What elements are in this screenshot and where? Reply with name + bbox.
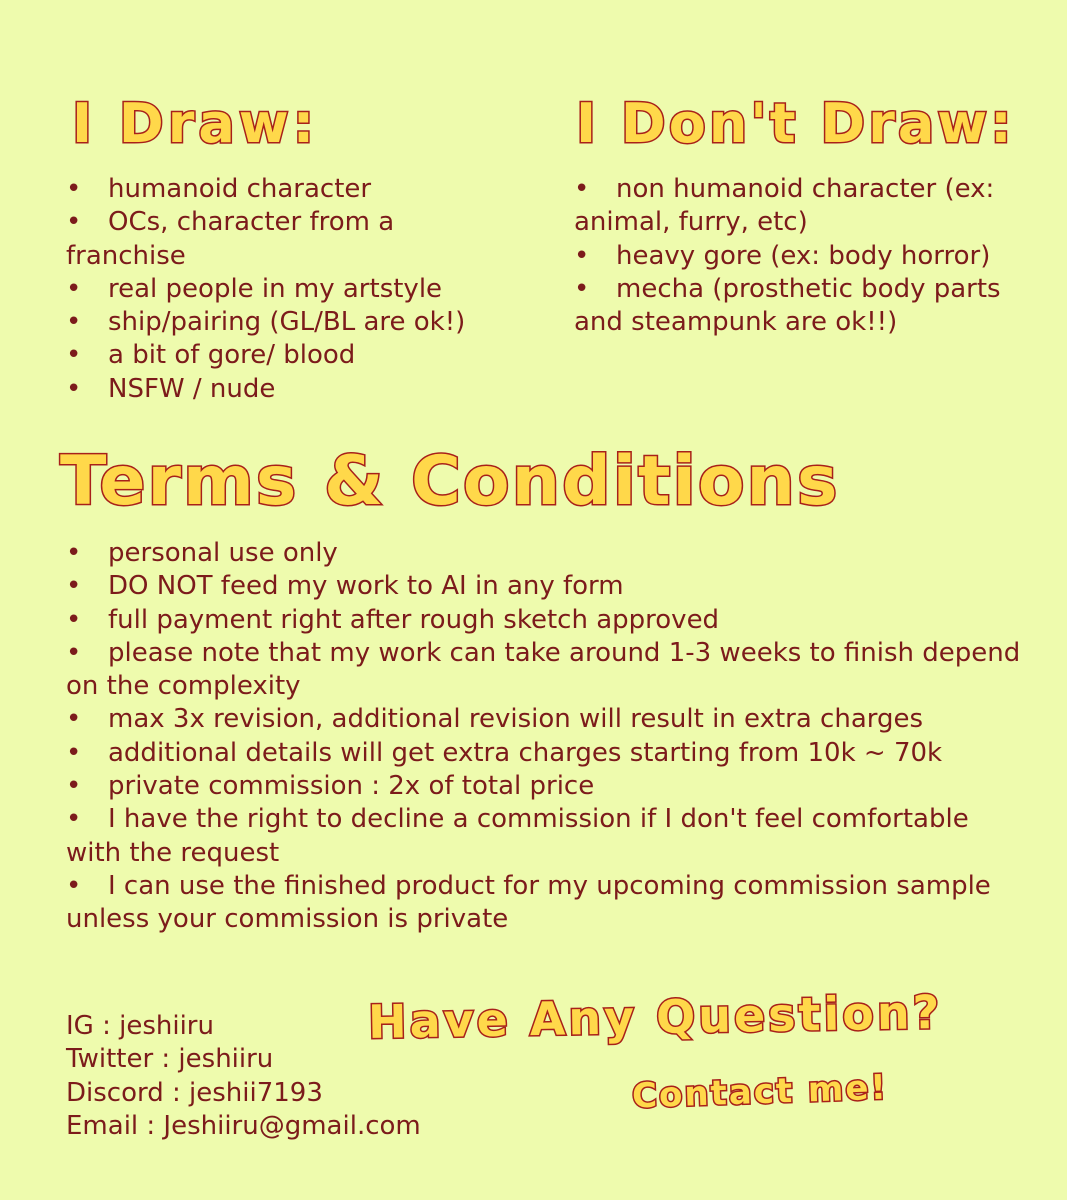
list-item-text: personal use only — [108, 538, 338, 568]
list-item-text: max 3x revision, additional revision will result in extra charges — [108, 704, 924, 735]
list-item — [574, 240, 1024, 273]
bullet: • — [66, 273, 82, 304]
list-item-text: heavy gore (ex: body horror) — [616, 240, 991, 271]
list-item-text: additional details will get extra charges starting from 10k ~ 70k — [108, 737, 943, 768]
list-item-text: real people in my artstyle — [108, 273, 443, 304]
question-heading: Have Any Question? — [367, 984, 943, 1050]
bullet: • — [66, 174, 82, 204]
list-item-text: a bit of gore/ blood — [108, 340, 356, 371]
bullet: • — [66, 737, 82, 768]
terms-heading: Terms & Conditions — [60, 442, 840, 521]
list-item — [66, 339, 506, 372]
list-item — [66, 273, 506, 306]
list-item — [66, 870, 1026, 937]
bullet: • — [66, 637, 82, 668]
list-item-text: I can use the finished product for my upcoming commission sample unless your commission is private — [66, 870, 991, 935]
list-item — [66, 703, 1026, 736]
list-item-text: humanoid character — [108, 174, 372, 204]
instagram-handle: IG : jeshiiru — [66, 1011, 214, 1041]
list-item — [574, 273, 1024, 340]
list-item — [66, 206, 506, 273]
bullet: • — [66, 604, 82, 635]
bullet: • — [66, 340, 82, 371]
i-draw-heading: I Draw: — [72, 92, 319, 155]
i-dont-draw-heading: I Don't Draw: — [576, 92, 1015, 155]
list-item-text: full payment right after rough sketch approved — [108, 604, 720, 635]
i-dont-draw-list — [574, 173, 1024, 339]
list-item-text: DO NOT feed my work to AI in any form — [108, 571, 624, 602]
bullet: • — [574, 273, 590, 304]
bullet: • — [66, 870, 82, 901]
bullet: • — [574, 174, 590, 204]
bullet: • — [66, 207, 82, 238]
list-item — [66, 570, 1026, 603]
list-item — [66, 537, 1026, 570]
list-item — [66, 637, 1026, 704]
list-item-text: mecha (prosthetic body parts and steampunk are ok!!) — [574, 273, 1001, 338]
list-item-text: OCs, character from a franchise — [66, 207, 395, 271]
list-item — [66, 737, 1026, 770]
list-item — [66, 373, 506, 406]
discord-handle: Discord : jeshii7193 — [66, 1077, 323, 1108]
list-item — [574, 173, 1024, 240]
bullet: • — [66, 373, 82, 404]
list-item — [66, 306, 506, 339]
bullet: • — [66, 804, 82, 835]
list-item — [66, 770, 1026, 803]
bullet: • — [66, 704, 82, 735]
list-item-text: non humanoid character (ex: animal, furry, etc) — [574, 174, 995, 238]
i-draw-list — [66, 173, 506, 406]
list-item-text: NSFW / nude — [108, 373, 276, 404]
list-item — [66, 803, 1026, 870]
list-item — [66, 173, 506, 206]
email-address: Email : Jeshiiru@gmail.com — [66, 1110, 421, 1141]
list-item-text: I have the right to decline a commission if I don't feel comfortable with the request — [66, 804, 969, 868]
list-item-text: ship/pairing (GL/BL are ok!) — [108, 307, 466, 338]
contact-me-heading: Contact me! — [631, 1067, 889, 1117]
twitter-handle: Twitter : jeshiiru — [66, 1044, 274, 1075]
bullet: • — [66, 771, 82, 802]
bullet: • — [66, 571, 82, 602]
bullet: • — [66, 307, 82, 338]
list-item — [66, 604, 1026, 637]
bullet: • — [574, 240, 590, 271]
bullet: • — [66, 538, 82, 568]
terms-list — [66, 537, 1026, 937]
list-item-text: please note that my work can take around 1-3 weeks to finish depend on the complexity — [66, 637, 1021, 702]
list-item-text: private commission : 2x of total price — [108, 771, 595, 802]
